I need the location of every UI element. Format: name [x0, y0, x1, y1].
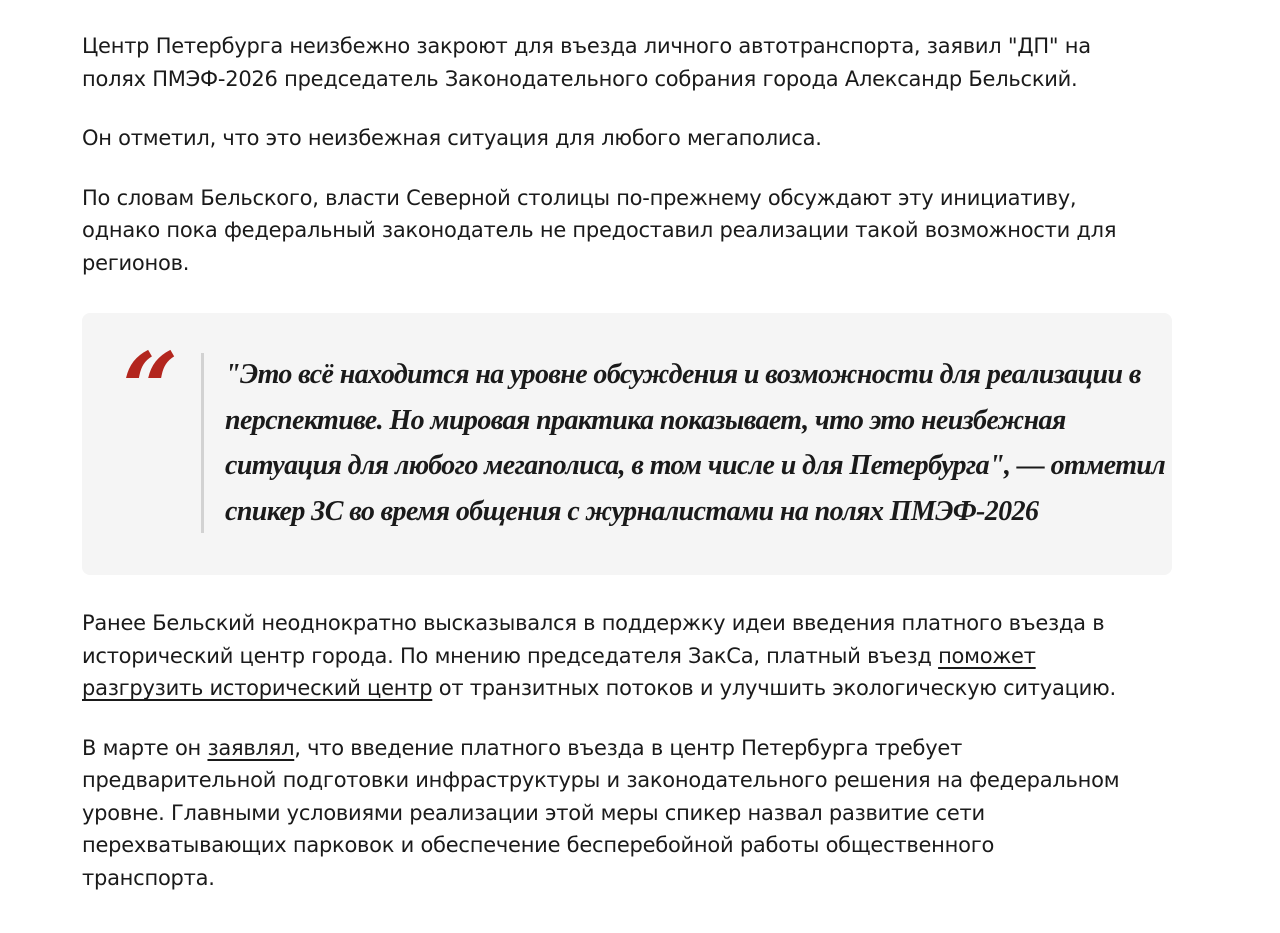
- quote-line: спикер ЗС во время общения с журналистами на полях ПМЭФ-2026: [225, 495, 1039, 527]
- paragraph-line: [82, 672, 1172, 705]
- quote-text: [225, 352, 1165, 534]
- paragraph-line: Центр Петербурга неизбежно закроют для въезда личного автотранспорта, заявил "ДП" на: [82, 34, 1091, 58]
- paragraph-line: Ранее Бельский неоднократно высказывался в поддержку идеи введения платного въезда в: [82, 611, 1105, 635]
- paragraph-line: транспорта.: [82, 865, 215, 890]
- unload-center-link-continued[interactable]: разгрузить исторический центр: [82, 676, 433, 700]
- paragraph-line: По словам Бельского, власти Северной столицы по-прежнему обсуждают эту инициативу,: [82, 185, 1077, 210]
- paragraph-line: [82, 732, 1172, 765]
- paragraph-line: [82, 640, 1172, 673]
- paragraph-2: [82, 122, 1172, 155]
- paragraph-text: от транзитных потоков и улучшить экологическую ситуацию.: [432, 676, 1116, 700]
- paragraph-3: [82, 182, 1172, 280]
- paragraph-text: В марте он: [82, 735, 208, 760]
- paragraph-text: , что введение платного въезда в центр Петербурга требует: [294, 735, 963, 760]
- paragraph-1: [82, 30, 1172, 95]
- paragraph-4: [82, 607, 1172, 705]
- quote-line: перспективе. Но мировая практика показывает, что это неизбежная: [225, 404, 1066, 436]
- quote-line: ситуация для любого мегаполиса, в том числе и для Петербурга", — отметил: [225, 450, 1166, 481]
- paragraph-line: предварительной подготовки инфраструктуры и законодательного решения на федеральном: [82, 768, 1120, 792]
- quote-icon: “: [122, 332, 179, 447]
- paragraph-line: уровне. Главными условиями реализации этой меры спикер назвал развитие сети: [82, 800, 985, 825]
- paragraph-line: полях ПМЭФ-2026 председатель Законодательного собрания города Александр Бельский.: [82, 66, 1078, 91]
- paragraph-line: Он отметил, что это неизбежная ситуация для любого мегаполиса.: [82, 126, 822, 150]
- stated-link[interactable]: заявлял: [207, 735, 295, 760]
- paragraph-5: [82, 732, 1172, 895]
- paragraph-line: однако пока федеральный законодатель не предоставил реализации такой возможности для: [82, 218, 1117, 242]
- unload-center-link[interactable]: поможет: [938, 643, 1036, 668]
- paragraph-line: регионов.: [82, 250, 190, 275]
- paragraph-text: исторический центр города. По мнению председателя ЗакСа, платный въезд: [82, 643, 939, 668]
- quote-divider: [201, 353, 204, 533]
- quote-line: "Это всё находится на уровне обсуждения и возможности для реализации в: [225, 359, 1141, 390]
- article-body: [82, 30, 1172, 921]
- paragraph-line: перехватывающих парковок и обеспечение бесперебойной работы общественного: [82, 833, 995, 857]
- blockquote: [82, 313, 1172, 575]
